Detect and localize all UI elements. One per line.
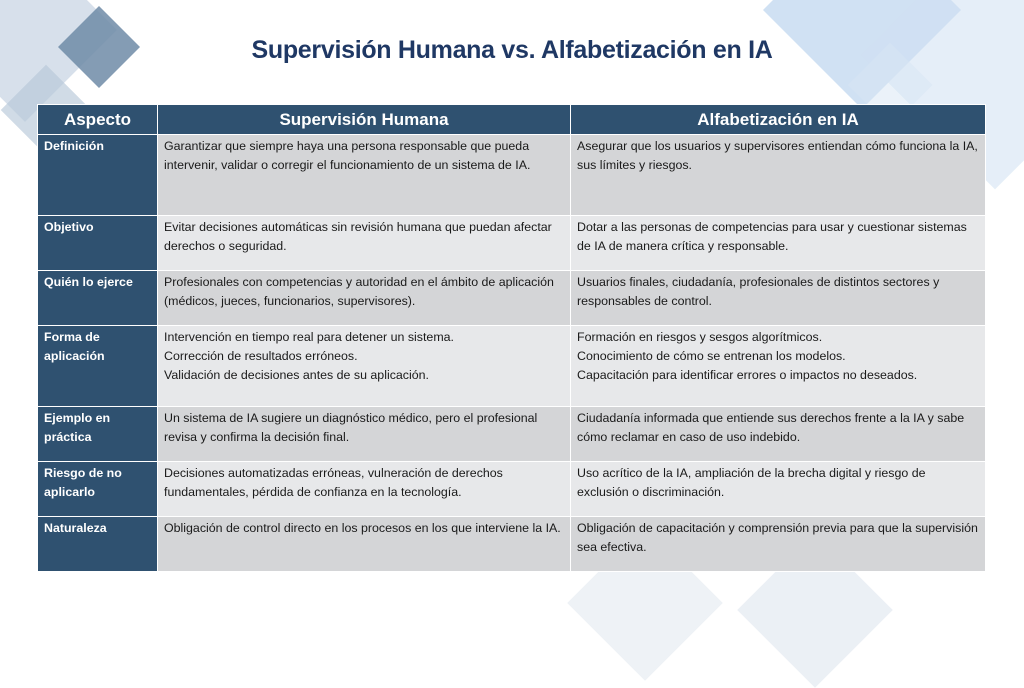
table-row: [38, 326, 986, 407]
cell-human-forma: [158, 326, 571, 407]
cell-literacy-riesgo: Uso acrítico de la IA, ampliación de la brecha digital y riesgo de exclusión o discriminación.: [571, 462, 986, 517]
header-ai-literacy: Alfabetización en IA: [571, 105, 986, 135]
comparison-table: [37, 104, 986, 572]
cell-line: Intervención en tiempo real para detener un sistema.: [164, 330, 454, 344]
row-header-objetivo: Objetivo: [38, 216, 158, 271]
table-row: [38, 135, 986, 216]
cell-literacy-quien: Usuarios finales, ciudadanía, profesionales de distintos sectores y responsables de control.: [571, 271, 986, 326]
slide-title: Supervisión Humana vs. Alfabetización en IA: [251, 36, 773, 64]
cell-human-riesgo: Decisiones automatizadas erróneas, vulneración de derechos fundamentales, pérdida de confianza en la tecnología.: [158, 462, 571, 517]
table-row: [38, 462, 986, 517]
row-header-forma: Forma de aplicación: [38, 326, 158, 407]
row-header-ejemplo: Ejemplo en práctica: [38, 407, 158, 462]
cell-literacy-naturaleza: Obligación de capacitación y comprensión previa para que la supervisión sea efectiva.: [571, 517, 986, 572]
cell-line: Formación en riesgos y sesgos algorítmicos.: [577, 330, 823, 344]
cell-line: Corrección de resultados erróneos.: [164, 349, 358, 363]
cell-literacy-definicion: Asegurar que los usuarios y supervisores entiendan cómo funciona la IA, sus límites y riesgos.: [571, 135, 986, 216]
row-header-naturaleza: Naturaleza: [38, 517, 158, 572]
cell-human-objetivo: Evitar decisiones automáticas sin revisión humana que puedan afectar derechos o seguridad.: [158, 216, 571, 271]
cell-literacy-objetivo: Dotar a las personas de competencias para usar y cuestionar sistemas de IA de manera crítica y responsable.: [571, 216, 986, 271]
row-header-definicion: Definición: [38, 135, 158, 216]
row-header-riesgo: Riesgo de no aplicarlo: [38, 462, 158, 517]
cell-human-quien: Profesionales con competencias y autoridad en el ámbito de aplicación (médicos, jueces, funcionarios, supervisores).: [158, 271, 571, 326]
table-row: [38, 407, 986, 462]
header-human-supervision: Supervisión Humana: [158, 105, 571, 135]
cell-line: Validación de decisiones antes de su aplicación.: [164, 368, 429, 382]
cell-human-definicion: Garantizar que siempre haya una persona responsable que pueda intervenir, validar o corregir el funcionamiento de un sistema de IA.: [158, 135, 571, 216]
header-aspect: Aspecto: [38, 105, 158, 135]
cell-human-naturaleza: Obligación de control directo en los procesos en los que interviene la IA.: [158, 517, 571, 572]
cell-literacy-forma: [571, 326, 986, 407]
row-header-quien: Quién lo ejerce: [38, 271, 158, 326]
table-row: [38, 517, 986, 572]
cell-literacy-ejemplo: Ciudadanía informada que entiende sus derechos frente a la IA y sabe cómo reclamar en caso de uso indebido.: [571, 407, 986, 462]
cell-human-ejemplo: Un sistema de IA sugiere un diagnóstico médico, pero el profesional revisa y confirma la decisión final.: [158, 407, 571, 462]
table-header-row: [38, 105, 986, 135]
table-row: [38, 216, 986, 271]
cell-line: Conocimiento de cómo se entrenan los modelos.: [577, 349, 846, 363]
table-row: [38, 271, 986, 326]
cell-line: Capacitación para identificar errores o impactos no deseados.: [577, 368, 918, 382]
